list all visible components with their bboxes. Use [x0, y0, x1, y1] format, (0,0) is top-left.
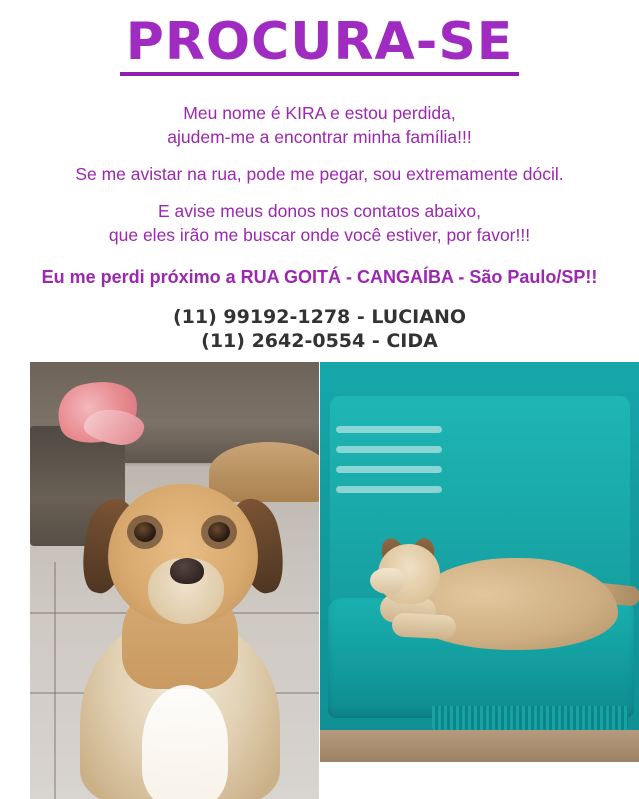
poster-body-text — [0, 76, 639, 354]
tile-line — [54, 562, 56, 799]
dog-photo-sofa — [320, 362, 639, 762]
intro-line-2: ajudem-me a encontrar minha família!!! — [167, 126, 472, 147]
table-shape — [209, 442, 319, 502]
dog-eye-left-shape — [134, 522, 156, 542]
contact-phone-luciano: (11) 99192-1278 - LUCIANO — [172, 306, 467, 329]
page-title: PROCURA-SE — [120, 16, 520, 76]
lost-location-text: Eu me perdi próximo a RUA GOITÁ - CANGAÍBA - São Paulo/SP!! — [41, 267, 598, 288]
dog-front-leg-shape-2 — [391, 612, 456, 639]
sofa-fringe-shape — [432, 706, 628, 732]
floor-strip — [320, 730, 639, 762]
sofa-stripe — [336, 486, 442, 493]
notify-line-1: E avise meus donos nos contatos abaixo, — [158, 201, 481, 221]
intro-paragraph — [0, 102, 639, 149]
dog-eye-right-shape — [208, 522, 230, 542]
dog-snout-shape — [370, 568, 404, 594]
notify-paragraph — [0, 200, 639, 247]
photo-gallery — [0, 362, 639, 799]
docile-line: Se me avistar na rua, pode me pegar, sou extremamente dócil. — [75, 164, 564, 185]
dog-chest-shape — [142, 685, 228, 799]
sofa-stripe — [336, 466, 442, 473]
sofa-stripe — [336, 426, 442, 433]
dog-nose-shape — [170, 558, 204, 584]
dog-photo-portrait — [30, 362, 319, 799]
intro-line-1: Meu nome é KIRA e estou perdida, — [183, 103, 456, 123]
contact-phone-cida: (11) 2642-0554 - CIDA — [201, 330, 438, 352]
poster-title-area — [0, 0, 639, 76]
notify-line-2: que eles irão me buscar onde você estiver, por favor!!! — [108, 224, 531, 245]
sofa-stripe — [336, 446, 442, 453]
docile-paragraph — [0, 163, 639, 186]
contact-list — [0, 306, 639, 354]
